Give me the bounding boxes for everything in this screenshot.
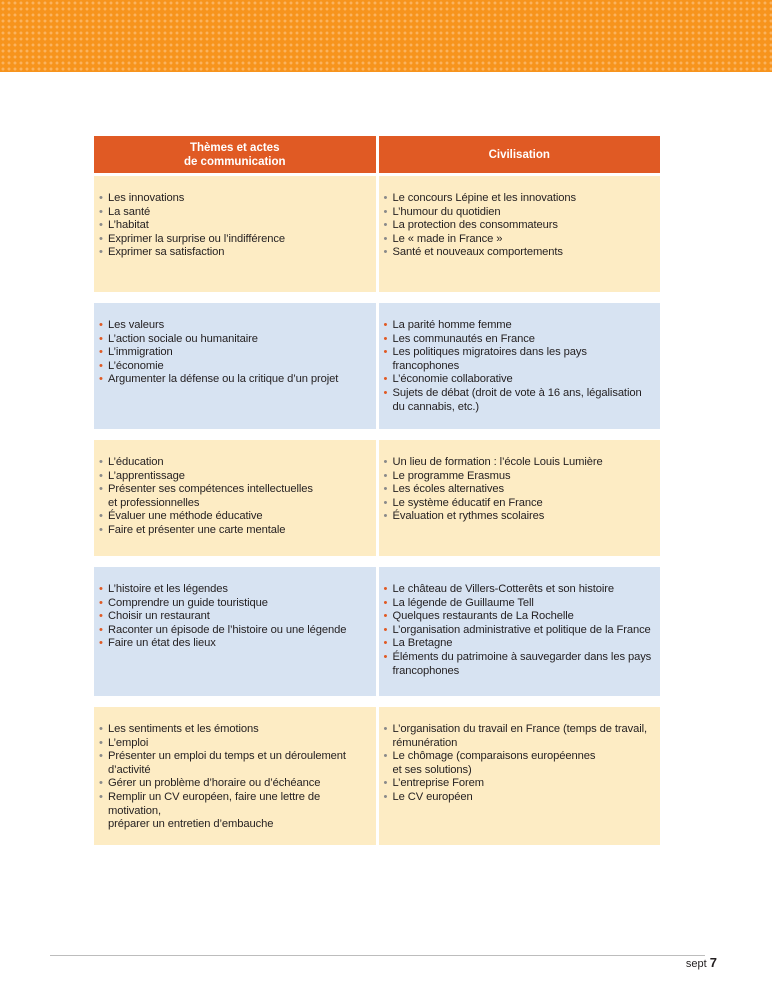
- list-item: • Évaluer une méthode éducative: [99, 510, 370, 524]
- list-item: • Sujets de débat (droit de vote à 16 ans, légalisation du cannabis, etc.): [384, 387, 655, 414]
- list-item: • Les valeurs: [99, 319, 370, 333]
- cell-civilisation: [379, 567, 661, 696]
- list-item: • La santé: [99, 206, 370, 220]
- table-row: [94, 440, 660, 556]
- list-item: • Les innovations: [99, 192, 370, 206]
- table-row: [94, 707, 660, 845]
- bullet-list: [99, 319, 370, 387]
- bullet-list: [384, 583, 655, 678]
- list-item: • Éléments du patrimoine à sauvegarder dans les pays francophones: [384, 651, 655, 678]
- table-row: [94, 303, 660, 429]
- list-item: • Présenter ses compétences intellectuelles et professionnelles: [99, 483, 370, 510]
- bullet-list: [99, 583, 370, 651]
- table-body: [94, 176, 660, 845]
- list-item: • Raconter un épisode de l’histoire ou une légende: [99, 624, 370, 638]
- cell-themes: [94, 567, 376, 696]
- cell-themes: [94, 707, 376, 845]
- bullet-list: [99, 723, 370, 832]
- list-item: • La légende de Guillaume Tell: [384, 597, 655, 611]
- list-item: • Le chômage (comparaisons européennes et ses solutions): [384, 750, 655, 777]
- list-item: • Santé et nouveaux comportements: [384, 246, 655, 260]
- decorative-header-band: [0, 0, 772, 72]
- bullet-list: [99, 192, 370, 260]
- list-item: • Exprimer la surprise ou l’indifférence: [99, 233, 370, 247]
- list-item: • Présenter un emploi du temps et un déroulement d’activité: [99, 750, 370, 777]
- list-item: • Comprendre un guide touristique: [99, 597, 370, 611]
- list-item: • La protection des consommateurs: [384, 219, 655, 233]
- page-number: [686, 955, 717, 970]
- bullet-list: [384, 723, 655, 805]
- list-item: • L’humour du quotidien: [384, 206, 655, 220]
- list-item: • L’habitat: [99, 219, 370, 233]
- cell-themes: [94, 176, 376, 292]
- cell-civilisation: [379, 176, 661, 292]
- list-item: • Faire et présenter une carte mentale: [99, 524, 370, 538]
- list-item: • Argumenter la défense ou la critique d’un projet: [99, 373, 370, 387]
- list-item: • Choisir un restaurant: [99, 610, 370, 624]
- list-item: • Le « made in France »: [384, 233, 655, 247]
- bullet-list: [99, 456, 370, 538]
- cell-civilisation: [379, 440, 661, 556]
- list-item: • L’action sociale ou humanitaire: [99, 333, 370, 347]
- page-label: sept: [685, 958, 707, 970]
- table-row: [94, 176, 660, 292]
- list-item: • La parité homme femme: [384, 319, 655, 333]
- cell-civilisation: [379, 303, 661, 429]
- list-item: • L’organisation du travail en France (temps de travail, rémunération: [384, 723, 655, 750]
- list-item: • Gérer un problème d’horaire ou d’échéance: [99, 777, 370, 791]
- table-row: [94, 567, 660, 696]
- list-item: • L’éducation: [99, 456, 370, 470]
- list-item: • Les écoles alternatives: [384, 483, 655, 497]
- list-item: • L’apprentissage: [99, 470, 370, 484]
- list-item: • Exprimer sa satisfaction: [99, 246, 370, 260]
- bullet-list: [384, 192, 655, 260]
- list-item: • L’histoire et les légendes: [99, 583, 370, 597]
- cell-civilisation: [379, 707, 661, 845]
- list-item: • L’entreprise Forem: [384, 777, 655, 791]
- table-header: [94, 136, 660, 173]
- content-table: [94, 136, 660, 845]
- bullet-list: [384, 319, 655, 414]
- list-item: • Remplir un CV européen, faire une lettre de motivation, préparer un entretien d’embauche: [99, 791, 370, 832]
- list-item: • Le programme Erasmus: [384, 470, 655, 484]
- list-item: • Le concours Lépine et les innovations: [384, 192, 655, 206]
- list-item: • L’emploi: [99, 737, 370, 751]
- list-item: • Quelques restaurants de La Rochelle: [384, 610, 655, 624]
- list-item: • L’économie collaborative: [384, 373, 655, 387]
- footer-divider: [50, 955, 705, 956]
- list-item: • Évaluation et rythmes scolaires: [384, 510, 655, 524]
- list-item: • Le château de Villers-Cotterêts et son histoire: [384, 583, 655, 597]
- cell-themes: [94, 303, 376, 429]
- list-item: • Les communautés en France: [384, 333, 655, 347]
- page-number-value: 7: [709, 955, 717, 970]
- list-item: • Le CV européen: [384, 791, 655, 805]
- list-item: • L’économie: [99, 360, 370, 374]
- header-themes: Thèmes et actes de communication: [94, 136, 376, 173]
- list-item: • Les sentiments et les émotions: [99, 723, 370, 737]
- cell-themes: [94, 440, 376, 556]
- list-item: • L’immigration: [99, 346, 370, 360]
- list-item: • Un lieu de formation : l’école Louis Lumière: [384, 456, 655, 470]
- list-item: • Le système éducatif en France: [384, 497, 655, 511]
- list-item: • La Bretagne: [384, 637, 655, 651]
- bullet-list: [384, 456, 655, 524]
- list-item: • Les politiques migratoires dans les pays francophones: [384, 346, 655, 373]
- list-item: • L’organisation administrative et politique de la France: [384, 624, 655, 638]
- list-item: • Faire un état des lieux: [99, 637, 370, 651]
- header-civilisation: Civilisation: [379, 136, 661, 173]
